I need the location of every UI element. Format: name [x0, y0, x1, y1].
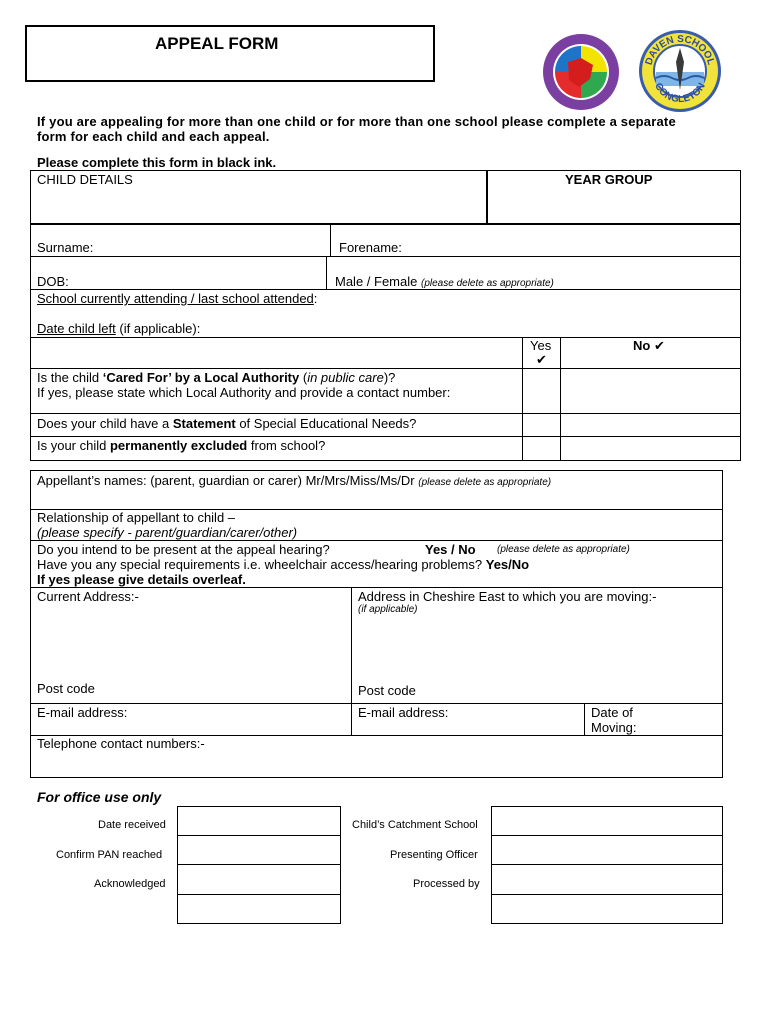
page-title: APPEAL FORM — [155, 34, 279, 53]
yes-header: Yes — [530, 338, 552, 353]
date-of-moving-label-2: Moving: — [591, 720, 637, 735]
ink-note: Please complete this form in black ink. — [37, 155, 277, 170]
telephone-field[interactable] — [36, 752, 716, 774]
surname-field[interactable] — [100, 236, 325, 254]
no-header: No ✔ — [633, 338, 665, 353]
office-label-processed-by: Processed by — [413, 878, 480, 890]
requirements-question: Have you any special requirements i.e. wheelchair access/hearing problems? Yes/No — [37, 557, 530, 572]
cared-for-yes-cell[interactable] — [523, 369, 559, 413]
excluded-no-cell[interactable] — [561, 437, 740, 460]
gender-options[interactable]: Male / Female — [335, 274, 418, 289]
postcode-field-moving[interactable] — [425, 681, 717, 699]
acknowledged-field[interactable] — [178, 865, 340, 893]
year-group-label: YEAR GROUP — [565, 172, 653, 187]
date-of-moving-label-1: Date of — [591, 705, 633, 720]
surname-label: Surname: — [37, 240, 94, 255]
attend-note: (please delete as appropriate) — [497, 544, 630, 555]
moving-address-field[interactable] — [357, 618, 717, 678]
check-mark-icon: ✔ — [536, 352, 547, 367]
email-field-moving[interactable] — [460, 704, 580, 733]
cheshire-east-logo — [541, 32, 621, 112]
attend-options[interactable]: Yes / No — [425, 542, 476, 557]
relationship-field[interactable] — [330, 512, 715, 538]
moving-address-note: (if applicable) — [358, 604, 418, 615]
office-left-extra-field[interactable] — [178, 895, 340, 923]
statement-no-cell[interactable] — [561, 414, 740, 435]
relationship-label: Relationship of appellant to child – — [37, 510, 236, 525]
office-label-acknowledged: Acknowledged — [94, 878, 166, 890]
intro-line-2: form for each child and each appeal. — [37, 129, 270, 144]
svg-text:CONGLETON: CONGLETON — [652, 81, 708, 106]
office-right-extra-field[interactable] — [492, 895, 722, 923]
office-label-confirm-pan: Confirm PAN reached — [56, 849, 163, 861]
cared-for-line-2: If yes, please state which Local Authority and provide a contact number: — [37, 385, 451, 400]
postcode-field-current[interactable] — [105, 679, 345, 697]
telephone-label: Telephone contact numbers:- — [37, 736, 205, 751]
office-label-catchment: Child’s Catchment School — [352, 819, 478, 831]
cared-for-no-cell[interactable] — [561, 369, 740, 413]
date-of-moving-field[interactable] — [645, 704, 720, 733]
overleaf-note: If yes please give details overleaf. — [37, 572, 246, 587]
forename-label: Forename: — [339, 240, 402, 255]
catchment-school-field[interactable] — [492, 807, 722, 834]
intro-line-1: If you are appealing for more than one child or for more than one school please complete a separate — [37, 114, 676, 129]
email-label-current: E-mail address: — [37, 705, 128, 720]
office-label-presenting-officer: Presenting Officer — [390, 849, 478, 861]
office-use-heading: For office use only — [37, 789, 162, 805]
appellant-names-label: Appellant’s names: (parent, guardian or carer) Mr/Mrs/Miss/Ms/Dr (please delete as appropriate) — [37, 473, 552, 488]
current-address-label: Current Address:- — [37, 589, 139, 604]
dob-label: DOB: — [37, 274, 69, 289]
daven-school-logo — [637, 28, 723, 114]
excluded-yes-cell[interactable] — [523, 437, 559, 460]
appellant-names-field[interactable] — [36, 489, 716, 507]
date-left-label: Date child left (if applicable): — [37, 321, 201, 336]
presenting-officer-field[interactable] — [492, 836, 722, 863]
attend-question: Do you intend to be present at the appeal hearing? — [37, 542, 330, 557]
school-label: School currently attending / last school attended: — [37, 291, 318, 306]
child-details-field[interactable] — [31, 188, 485, 222]
email-field-current[interactable] — [140, 704, 345, 733]
confirm-pan-field[interactable] — [178, 836, 340, 863]
requirements-options[interactable]: Yes/No — [485, 557, 530, 572]
child-details-label: CHILD DETAILS — [37, 172, 133, 187]
gender-note: (please delete as appropriate) — [421, 278, 554, 289]
school-field[interactable] — [36, 306, 736, 320]
relationship-specify: (please specify - parent/guardian/carer/other) — [37, 525, 298, 540]
postcode-label-moving: Post code — [358, 683, 416, 698]
statement-question: Does your child have a Statement of Special Educational Needs? — [37, 416, 417, 431]
forename-field[interactable] — [410, 236, 735, 254]
excluded-question: Is your child permanently excluded from school? — [37, 438, 326, 453]
statement-yes-cell[interactable] — [523, 414, 559, 435]
moving-address-label: Address in Cheshire East to which you are moving:- — [358, 589, 657, 604]
svg-text:DAVEN SCHOOL: DAVEN SCHOOL — [643, 33, 717, 67]
cared-for-question: Is the child ‘Cared For’ by a Local Authority (in public care)? — [37, 370, 396, 385]
year-group-field[interactable] — [489, 188, 739, 222]
postcode-label-current: Post code — [37, 681, 95, 696]
dob-field[interactable] — [75, 271, 320, 288]
current-address-field[interactable] — [36, 605, 346, 677]
office-label-date-received: Date received — [98, 819, 166, 831]
email-label-moving: E-mail address: — [358, 705, 449, 720]
processed-by-field[interactable] — [492, 865, 722, 893]
date-received-field[interactable] — [178, 807, 340, 834]
date-left-field[interactable] — [220, 320, 735, 336]
